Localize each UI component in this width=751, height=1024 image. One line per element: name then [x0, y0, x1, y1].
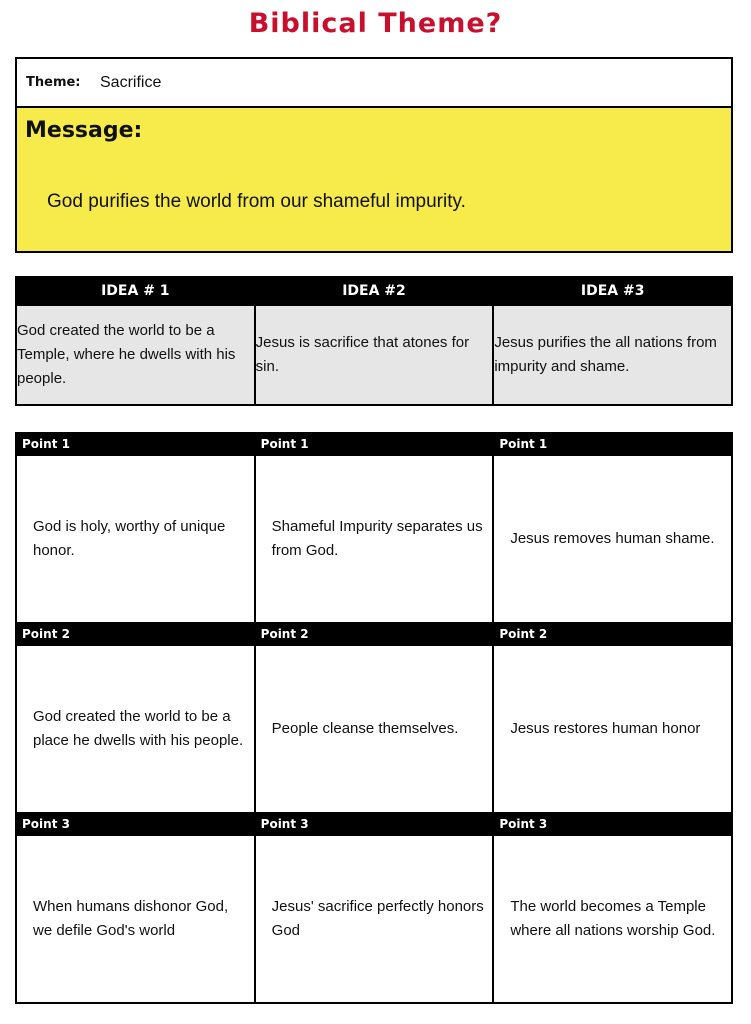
point-header: Point 1	[16, 433, 255, 455]
idea-2-text: Jesus is sacrifice that atones for sin.	[255, 305, 494, 405]
idea-2-header: IDEA #2	[255, 277, 494, 305]
points-table	[15, 432, 733, 1004]
point-header: Point 2	[255, 623, 494, 645]
point-cell: Jesus restores human honor	[493, 645, 732, 813]
ideas-table	[15, 276, 733, 406]
point-3-header-row	[16, 813, 732, 835]
point-1-row	[16, 455, 732, 623]
point-cell: God is holy, worthy of unique honor.	[16, 455, 255, 623]
point-header: Point 3	[493, 813, 732, 835]
theme-label: Theme:	[26, 75, 81, 90]
page-title: Biblical Theme?	[248, 8, 503, 39]
point-1-header-row	[16, 433, 732, 455]
message-label: Message:	[25, 118, 143, 143]
idea-1-header: IDEA # 1	[16, 277, 255, 305]
point-3-row	[16, 835, 732, 1003]
point-header: Point 3	[16, 813, 255, 835]
point-header: Point 3	[255, 813, 494, 835]
point-header: Point 1	[255, 433, 494, 455]
point-2-header-row	[16, 623, 732, 645]
point-cell: The world becomes a Temple where all nations worship God.	[493, 835, 732, 1003]
message-area	[17, 108, 731, 251]
theme-message-box	[15, 57, 733, 253]
point-cell: Shameful Impurity separates us from God.	[255, 455, 494, 623]
theme-value: Sacrifice	[100, 74, 162, 91]
point-cell: Jesus removes human shame.	[493, 455, 732, 623]
point-cell: God created the world to be a place he dwells with his people.	[16, 645, 255, 813]
point-header: Point 1	[493, 433, 732, 455]
idea-3-text: Jesus purifies the all nations from impurity and shame.	[493, 305, 732, 405]
theme-row	[17, 59, 731, 108]
message-text: God purifies the world from our shameful impurity.	[47, 191, 466, 212]
point-cell: People cleanse themselves.	[255, 645, 494, 813]
ideas-body-row	[16, 305, 732, 405]
point-header: Point 2	[16, 623, 255, 645]
point-cell: Jesus' sacrifice perfectly honors God	[255, 835, 494, 1003]
idea-3-header: IDEA #3	[493, 277, 732, 305]
ideas-header-row	[16, 277, 732, 305]
point-cell: When humans dishonor God, we defile God's world	[16, 835, 255, 1003]
point-2-row	[16, 645, 732, 813]
point-header: Point 2	[493, 623, 732, 645]
idea-1-text: God created the world to be a Temple, where he dwells with his people.	[16, 305, 255, 405]
